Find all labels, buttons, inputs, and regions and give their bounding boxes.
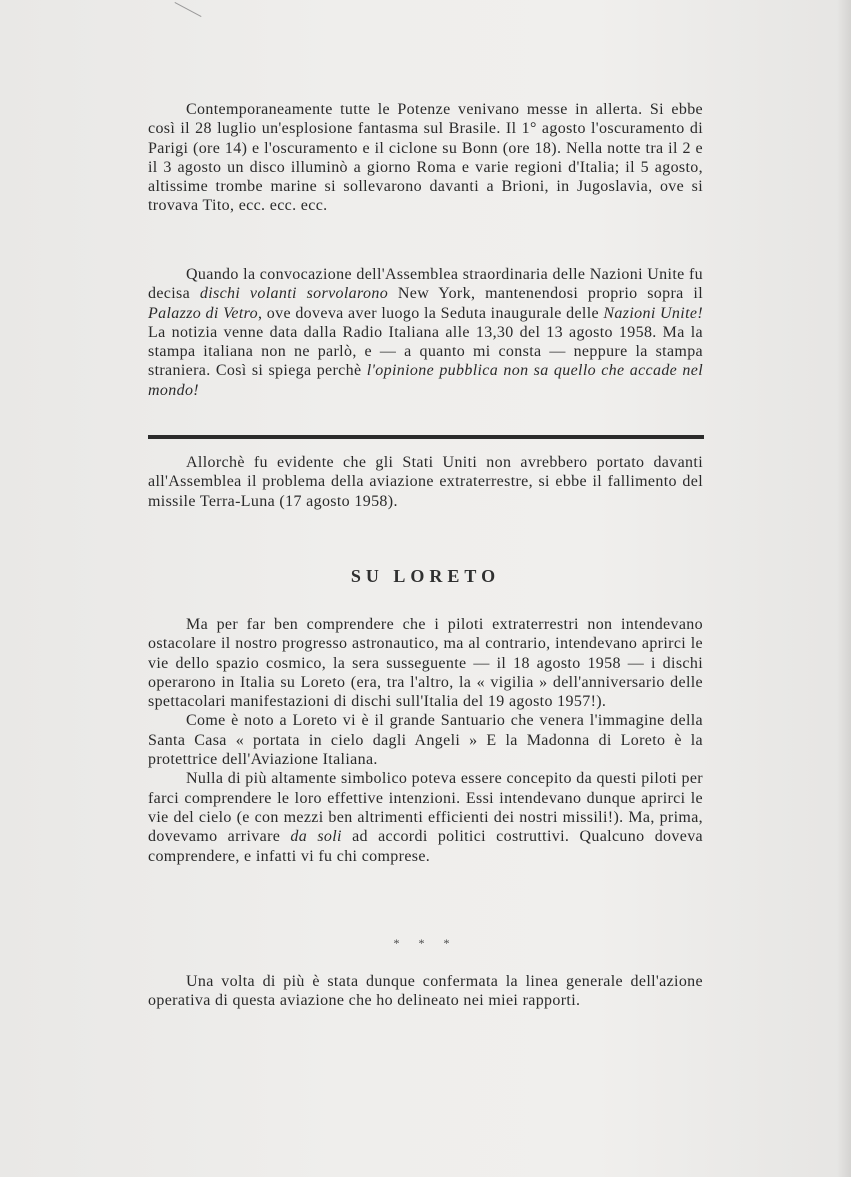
paragraph-text: Allorchè fu evidente che gli Stati Uniti non avrebbero portato davanti all'Assemblea il problema della aviazione extraterrestre, si ebbe il fallimento del missile Terra-Luna (17 agosto 1958). bbox=[148, 454, 703, 510]
page-edge-shadow bbox=[837, 0, 851, 1177]
italic-run: Nazioni Unite! bbox=[603, 304, 703, 322]
section-heading: SU LORETO bbox=[350, 566, 501, 586]
text-run: , ove doveva aver luogo la Seduta inaugurale delle bbox=[258, 304, 604, 322]
text-run: La notizia venne data dalla Radio Italiana alle 13,30 del 13 agosto 1958. Ma la stampa italiana non ne parlò, e — a quanto mi consta — neppure la stampa straniera. Così si spiega perchè bbox=[148, 323, 703, 380]
paragraph-potenze-allerta bbox=[148, 100, 703, 216]
italic-run: dischi volanti sorvolarono bbox=[199, 285, 389, 303]
section-loreto-body bbox=[148, 615, 703, 866]
paragraph-text: Come è noto a Loreto vi è il grande Santuario che venera l'immagine della Santa Casa « portata in cielo dagli Angeli » E la Madonna di Loreto è la protettrice dell'Aviazione Italiana. bbox=[148, 712, 703, 769]
italic-run: l'opinione pubblica non sa quello che accade nel mondo! bbox=[148, 362, 703, 399]
paragraph-text: Una volta di più è stata dunque confermata la linea generale dell'azione operativa di questa aviazione che ho delineato nei miei rapporti. bbox=[148, 973, 703, 1010]
italic-run: Palazzo di Vetro bbox=[148, 304, 259, 322]
text-run: ad accordi politici costruttivi. Qualcuno doveva comprendere, e infatti vi fu chi comprese. bbox=[148, 828, 703, 865]
paragraph-conclusione bbox=[148, 972, 703, 1011]
paragraph-nazioni-unite bbox=[148, 265, 703, 400]
paragraph-text: Contemporaneamente tutte le Potenze venivano messe in allerta. Si ebbe così il 28 luglio un'esplosione fantasma sul Brasile. Il 1° agosto l'oscuramento di Parigi (ore 14) e l'oscuramento e il ciclone su Bonn (ore 18). Nella notte tra il 2 e il 3 agosto un disco illuminò a giorno Roma e varie regioni d'Italia; il 5 agosto, altissime trombe marine si sollevarono davanti a Brioni, in Jugoslavia, ove si trovava Tito, ecc. ecc. ecc. bbox=[148, 101, 703, 215]
italic-run: da soli bbox=[290, 828, 342, 846]
paragraph-text bbox=[148, 769, 703, 865]
text-run: Quando la convocazione dell'Assemblea straordinaria delle Nazioni Unite fu decisa bbox=[148, 266, 703, 303]
text-run: Nulla di più altamente simbolico poteva essere concepito da questi piloti per farci comprendere le loro effettive intenzioni. Essi intendevano dunque aprirci le vie del cielo (e con mezzi ben altrimenti efficienti dei nostri missili!). Ma, prima, dovevamo arrivare bbox=[148, 770, 703, 846]
paragraph-text: Ma per far ben comprendere che i piloti extraterrestri non intendevano ostacolare il nostro progresso astronautico, ma al contrario, intendevano aprirci le vie dello spazio cosmico, la sera susseguente — il 18 agosto 1958 — i dischi operarono in Italia su Loreto (era, tra l'altro, la « vigilia » dell'anniversario delle spettacolari manifestazioni di dischi sull'Italia del 19 agosto 1957!). bbox=[148, 616, 703, 711]
section-separator: * * * bbox=[393, 936, 458, 950]
paragraph-missile-terra-luna bbox=[148, 453, 703, 511]
corner-pencil-mark bbox=[167, 2, 201, 31]
horizontal-rule bbox=[148, 435, 704, 439]
paragraph-text bbox=[148, 265, 703, 400]
text-run: New York, mantenendosi proprio sopra il bbox=[388, 285, 703, 303]
